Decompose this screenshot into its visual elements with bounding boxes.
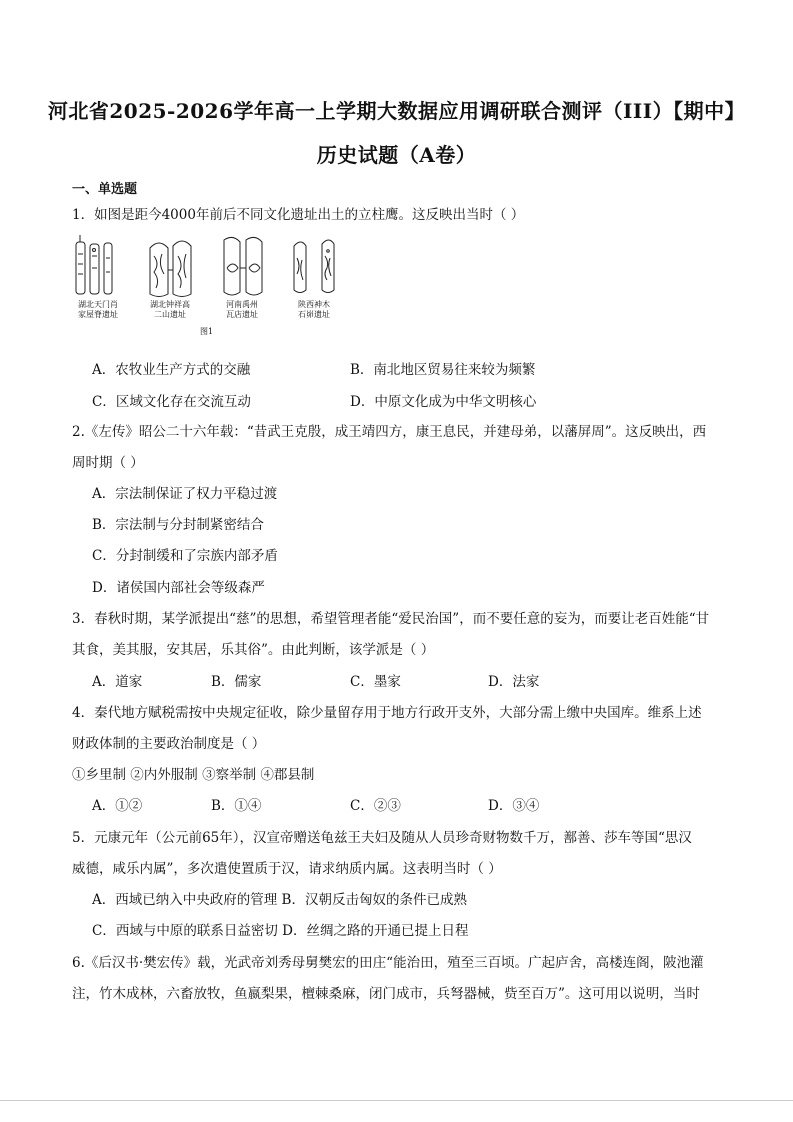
q4-option-c[interactable]: C．②③	[350, 798, 401, 814]
q4-option-b[interactable]: B．①④	[211, 798, 262, 814]
section-heading: 一、单选题	[72, 182, 138, 197]
q2-option-b[interactable]: B．宗法制与分封制紧密结合	[92, 517, 264, 533]
page-bottom-divider	[0, 1100, 793, 1101]
q1-figure	[72, 234, 342, 344]
q5-stem-line2: 威德，咸乐内属”，多次遣使置质于汉，请求纳质内属。这表明当时（ ）	[72, 861, 502, 877]
caption-3-text: 河南禹州 瓦店遗址	[226, 300, 258, 319]
exam-subtitle: 历史试题（A卷）	[316, 143, 477, 167]
q4-option-a[interactable]: A．①②	[92, 798, 143, 814]
q5-options-cd[interactable]: C．西域与中原的联系日益密切 D．丝绸之路的开通已提上日程	[92, 923, 469, 939]
q2-stem-line1: 2.《左传》昭公二十六年载：“昔武王克殷，成王靖四方，康王息民，并建母弟，以藩屏周”。这反映出，西	[72, 424, 707, 440]
caption-2-text: 湖北钟祥高 二山遗址	[150, 300, 190, 319]
figure-caption-2	[144, 300, 196, 320]
q2-stem-line2: 周时期（ ）	[72, 455, 144, 471]
q2-option-c[interactable]: C．分封制缓和了宗族内部矛盾	[92, 548, 278, 564]
q3-option-c[interactable]: C．墨家	[350, 674, 401, 690]
q4-option-d[interactable]: D．③④	[488, 798, 540, 814]
figure-caption-4	[288, 300, 340, 320]
q1-option-d[interactable]: D．中原文化成为中华文明核心	[350, 394, 537, 410]
q5-stem-line1: 5．元康元年（公元前65年），汉宣帝赠送龟兹王夫妇及随从人员珍奇财物数千万，鄯善、莎车等国“思汉	[72, 830, 692, 846]
q6-stem-line2: 注，竹木成林，六畜放牧，鱼嬴梨果，檀棘桑麻，闭门成市，兵弩器械，赀至百万”。这可用以说明，当时	[72, 986, 700, 1002]
q3-option-b[interactable]: B．儒家	[211, 674, 262, 690]
q2-option-d[interactable]: D．诸侯国内部社会等级森严	[92, 580, 265, 596]
q1-stem: 1．如图是距今4000年前后不同文化遗址出土的立柱鹰。这反映出当时（ ）	[72, 207, 525, 223]
q4-stem-line2: 财政体制的主要政治制度是（ ）	[72, 736, 266, 752]
exam-title: 河北省2025-2026学年高一上学期大数据应用调研联合测评（III）【期中】	[47, 99, 746, 123]
q1-option-a[interactable]: A．农牧业生产方式的交融	[92, 362, 251, 378]
q4-stem-line1: 4．秦代地方赋税需按中央规定征收，除少量留存用于地方行政开支外，大部分需上缴中央国库。维系上述	[72, 705, 702, 721]
q2-option-a[interactable]: A．宗法制保证了权力平稳过渡	[92, 486, 278, 502]
q1-option-b[interactable]: B．南北地区贸易往来较为频繁	[350, 362, 536, 378]
figure-caption-1	[72, 300, 124, 320]
q3-option-d[interactable]: D．法家	[488, 674, 540, 690]
q4-items: ①乡里制 ②内外服制 ③察举制 ④郡县制	[72, 767, 315, 783]
caption-1-text: 湖北天门肖 家屋脊遗址	[78, 300, 118, 319]
caption-4-text: 陕西神木 石峁遗址	[298, 300, 330, 319]
q5-options-ab[interactable]: A．西域已纳入中央政府的管理 B．汉朝反击匈奴的条件已成熟	[92, 892, 467, 908]
q1-option-c[interactable]: C．区域文化存在交流互动	[92, 394, 251, 410]
figure-caption-3	[216, 300, 268, 320]
q6-stem-line1: 6.《后汉书·樊宏传》载，光武帝刘秀母舅樊宏的田庄“能治田，殖至三百顷。广起庐舍，高楼连阁，陂池灌	[72, 955, 704, 971]
q3-option-a[interactable]: A．道家	[92, 674, 143, 690]
q3-stem-line2: 其食，美其服，安其居，乐其俗”。由此判断，该学派是（ ）	[72, 642, 435, 658]
figure-number: 图1	[200, 327, 214, 336]
q3-stem-line1: 3．春秋时期，某学派提出“慈”的思想，希望管理者能“爱民治国”，而不要任意的妄为，而要让老百姓能“甘	[72, 611, 710, 627]
